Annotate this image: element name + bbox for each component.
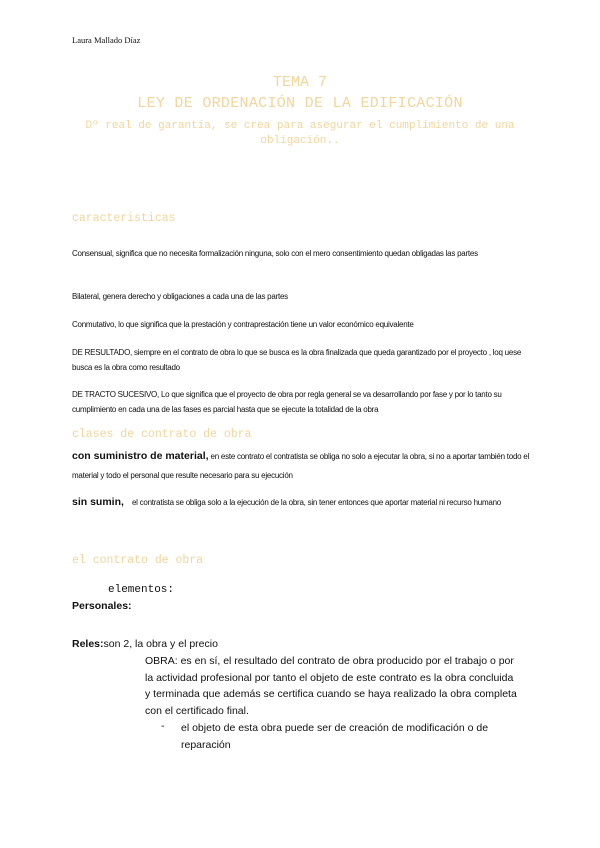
paragraph-bilateral: Bilateral, genera derecho y obligaciones a cada una de las partes: [72, 292, 288, 301]
elementos-label: elementos:: [108, 584, 175, 596]
reales-label: Reles:: [72, 638, 104, 650]
author-name: Laura Mallado Díaz: [72, 35, 141, 45]
reales-line: [72, 634, 218, 652]
personales-label: Personales:: [72, 600, 132, 612]
section-heading-caracteristicas: caracteristicas: [72, 212, 176, 225]
sin-suministro-text: el contratista se obliga solo a la ejecución de la obra, sin tener entonces que aportar material ni recurso humano: [131, 498, 502, 507]
paragraph-resultado: DE RESULTADO, siempre en el contrato de obra lo que se busca es la obra finalizada que queda garantizado por el proyecto , loq uese busca es la obra como resultado: [72, 348, 522, 372]
section-heading-clases: clases de contrato de obra: [72, 428, 252, 441]
sin-suministro-label: sin sumin,: [72, 496, 124, 508]
bullet-item: el objeto de esta obra puede ser de creación de modificación o de reparación: [181, 722, 489, 751]
subtitle: Dº real de garantía, se crea para asegurar el cumplimiento de una obligación..: [85, 120, 515, 147]
paragraph-conmutativo: Conmutativo, lo que significa que la prestación y contraprestación tiene un valor económico equivalente: [72, 320, 414, 329]
bullet-mark: -: [161, 720, 165, 732]
obra-paragraph: OBRA: es en sí, el resultado del contrato de obra producido por el trabajo o por la actividad profesional por tanto el objeto de este contrato es la obra concluida y terminada que además se certifica cuando se haya realizado la obra completa con el certificado final.: [145, 655, 517, 717]
paragraph-con-suministro: [72, 446, 532, 483]
page-title: TEMA 7: [272, 74, 327, 91]
paragraph-sin-suministro: [72, 492, 532, 511]
section-heading-contrato: el contrato de obra: [72, 554, 204, 567]
paragraph-tracto-sucesivo: DE TRACTO SUCESIVO, Lo que significa que el proyecto de obra por regla general se va desarrollando por fase y por lo tanto su cumplimiento en cada una de las fases es parcial hasta que se ejecute la totalidad de la obra: [72, 390, 502, 414]
reales-text: son 2, la obra y el precio: [103, 638, 218, 650]
con-suministro-text: en este contrato el contratista se obliga no solo a ejecutar la obra, si no a aportar también todo el material y todo el personal que resulte necesario para su ejecución: [72, 452, 530, 480]
paragraph-consensual: Consensual, significa que no necesita formalización ninguna, solo con el mero consentimiento quedan obligadas las partes: [72, 249, 478, 258]
law-title: LEY DE ORDENACIÓN DE LA EDIFICACIÓN: [137, 95, 463, 112]
con-suministro-label: con suministro de material,: [72, 450, 209, 462]
